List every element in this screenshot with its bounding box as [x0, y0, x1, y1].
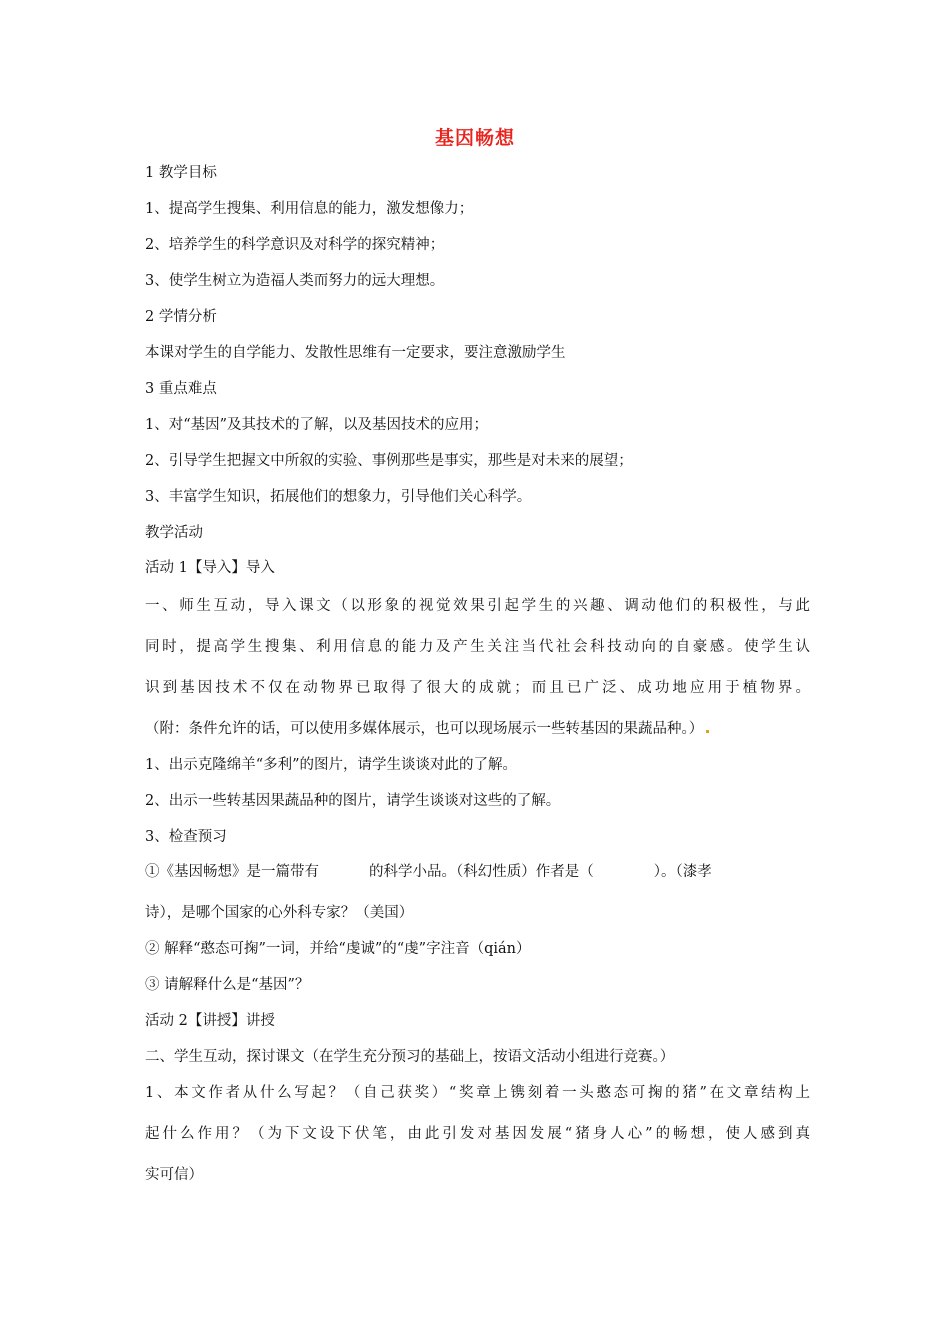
goal-item-1: 1、提高学生搜集、利用信息的能力，激发想像力；	[145, 201, 474, 217]
paragraph-line: 起什么作用？（为下文设下伏笔，由此引发对基因发展“猪身人心”的畅想，使人感到真	[145, 1126, 810, 1142]
preview-question-2: ② 解释“憨态可掬”一词，并给“虔诚”的“虔”字注音（qián）	[145, 941, 531, 957]
activity-step-1: 1、出示克隆绵羊“多利”的图片，请学生谈谈对此的了解。	[145, 757, 518, 773]
heading-teaching-goals: 1 教学目标	[145, 165, 217, 181]
paragraph-note-line	[145, 719, 810, 739]
paragraph-line: 二、学生互动，探讨课文（在学生充分预习的基础上，按语文活动小组进行竞赛。）	[145, 1049, 675, 1065]
question-part-b: 的科学小品。（科幻性质）作者是（	[369, 864, 594, 880]
activity-2-heading: 活动 2【讲授】讲授	[145, 1013, 275, 1029]
paragraph-line: 识到基因技术不仅在动物界已取得了很大的成就；而且已广泛、成功地应用于植物界。	[145, 680, 810, 696]
document-title: 基因畅想	[434, 127, 515, 149]
paragraph-line: 实可信）	[145, 1167, 203, 1183]
heading-key-points: 3 重点难点	[145, 381, 217, 397]
question-part-a: ①《基因畅想》是一篇带有	[145, 864, 319, 880]
paragraph-line: 1、本文作者从什么写起？（自己获奖）“奖章上镌刻着一头憨态可掬的猪”在文章结构上	[145, 1085, 810, 1101]
question-part-c: ）。（漆孝	[653, 864, 712, 880]
mark-dot	[706, 730, 709, 733]
activity-1-heading: 活动 1【导入】导入	[145, 560, 275, 576]
activity-step-3: 3、检查预习	[145, 829, 227, 845]
activity-step-2: 2、出示一些转基因果蔬品种的图片，请学生谈谈对这些的了解。	[145, 793, 561, 809]
heading-learner-analysis: 2 学情分析	[145, 309, 217, 325]
heading-teaching-activities: 教学活动	[145, 525, 203, 541]
key-point-1: 1、对“基因”及其技术的了解，以及基因技术的应用；	[145, 417, 489, 433]
key-point-3: 3、丰富学生知识，拓展他们的想象力，引导他们关心科学。	[145, 489, 532, 505]
goal-item-2: 2、培养学生的科学意识及对科学的探究精神；	[145, 237, 445, 253]
preview-question-3: ③ 请解释什么是“基因”？	[145, 977, 310, 993]
preview-question-1-cont: 诗），是哪个国家的心外科专家？（美国）	[145, 905, 414, 921]
preview-question-1	[145, 862, 810, 882]
paragraph-line: 同时，提高学生搜集、利用信息的能力及产生关注当代社会科技动向的自豪感。使学生认	[145, 639, 810, 655]
goal-item-3: 3、使学生树立为造福人类而努力的远大理想。	[145, 273, 445, 289]
learner-analysis-text: 本课对学生的自学能力、发散性思维有一定要求，要注意激励学生	[145, 345, 566, 361]
key-point-2: 2、引导学生把握文中所叙的实验、事例那些是事实，那些是对未来的展望；	[145, 453, 633, 469]
paragraph-line: 一、师生互动，导入课文（以形象的视觉效果引起学生的兴趣、调动他们的积极性，与此	[145, 598, 810, 614]
note-text: （附：条件允许的话，可以使用多媒体展示，也可以现场展示一些转基因的果蔬品种。）	[145, 721, 704, 737]
